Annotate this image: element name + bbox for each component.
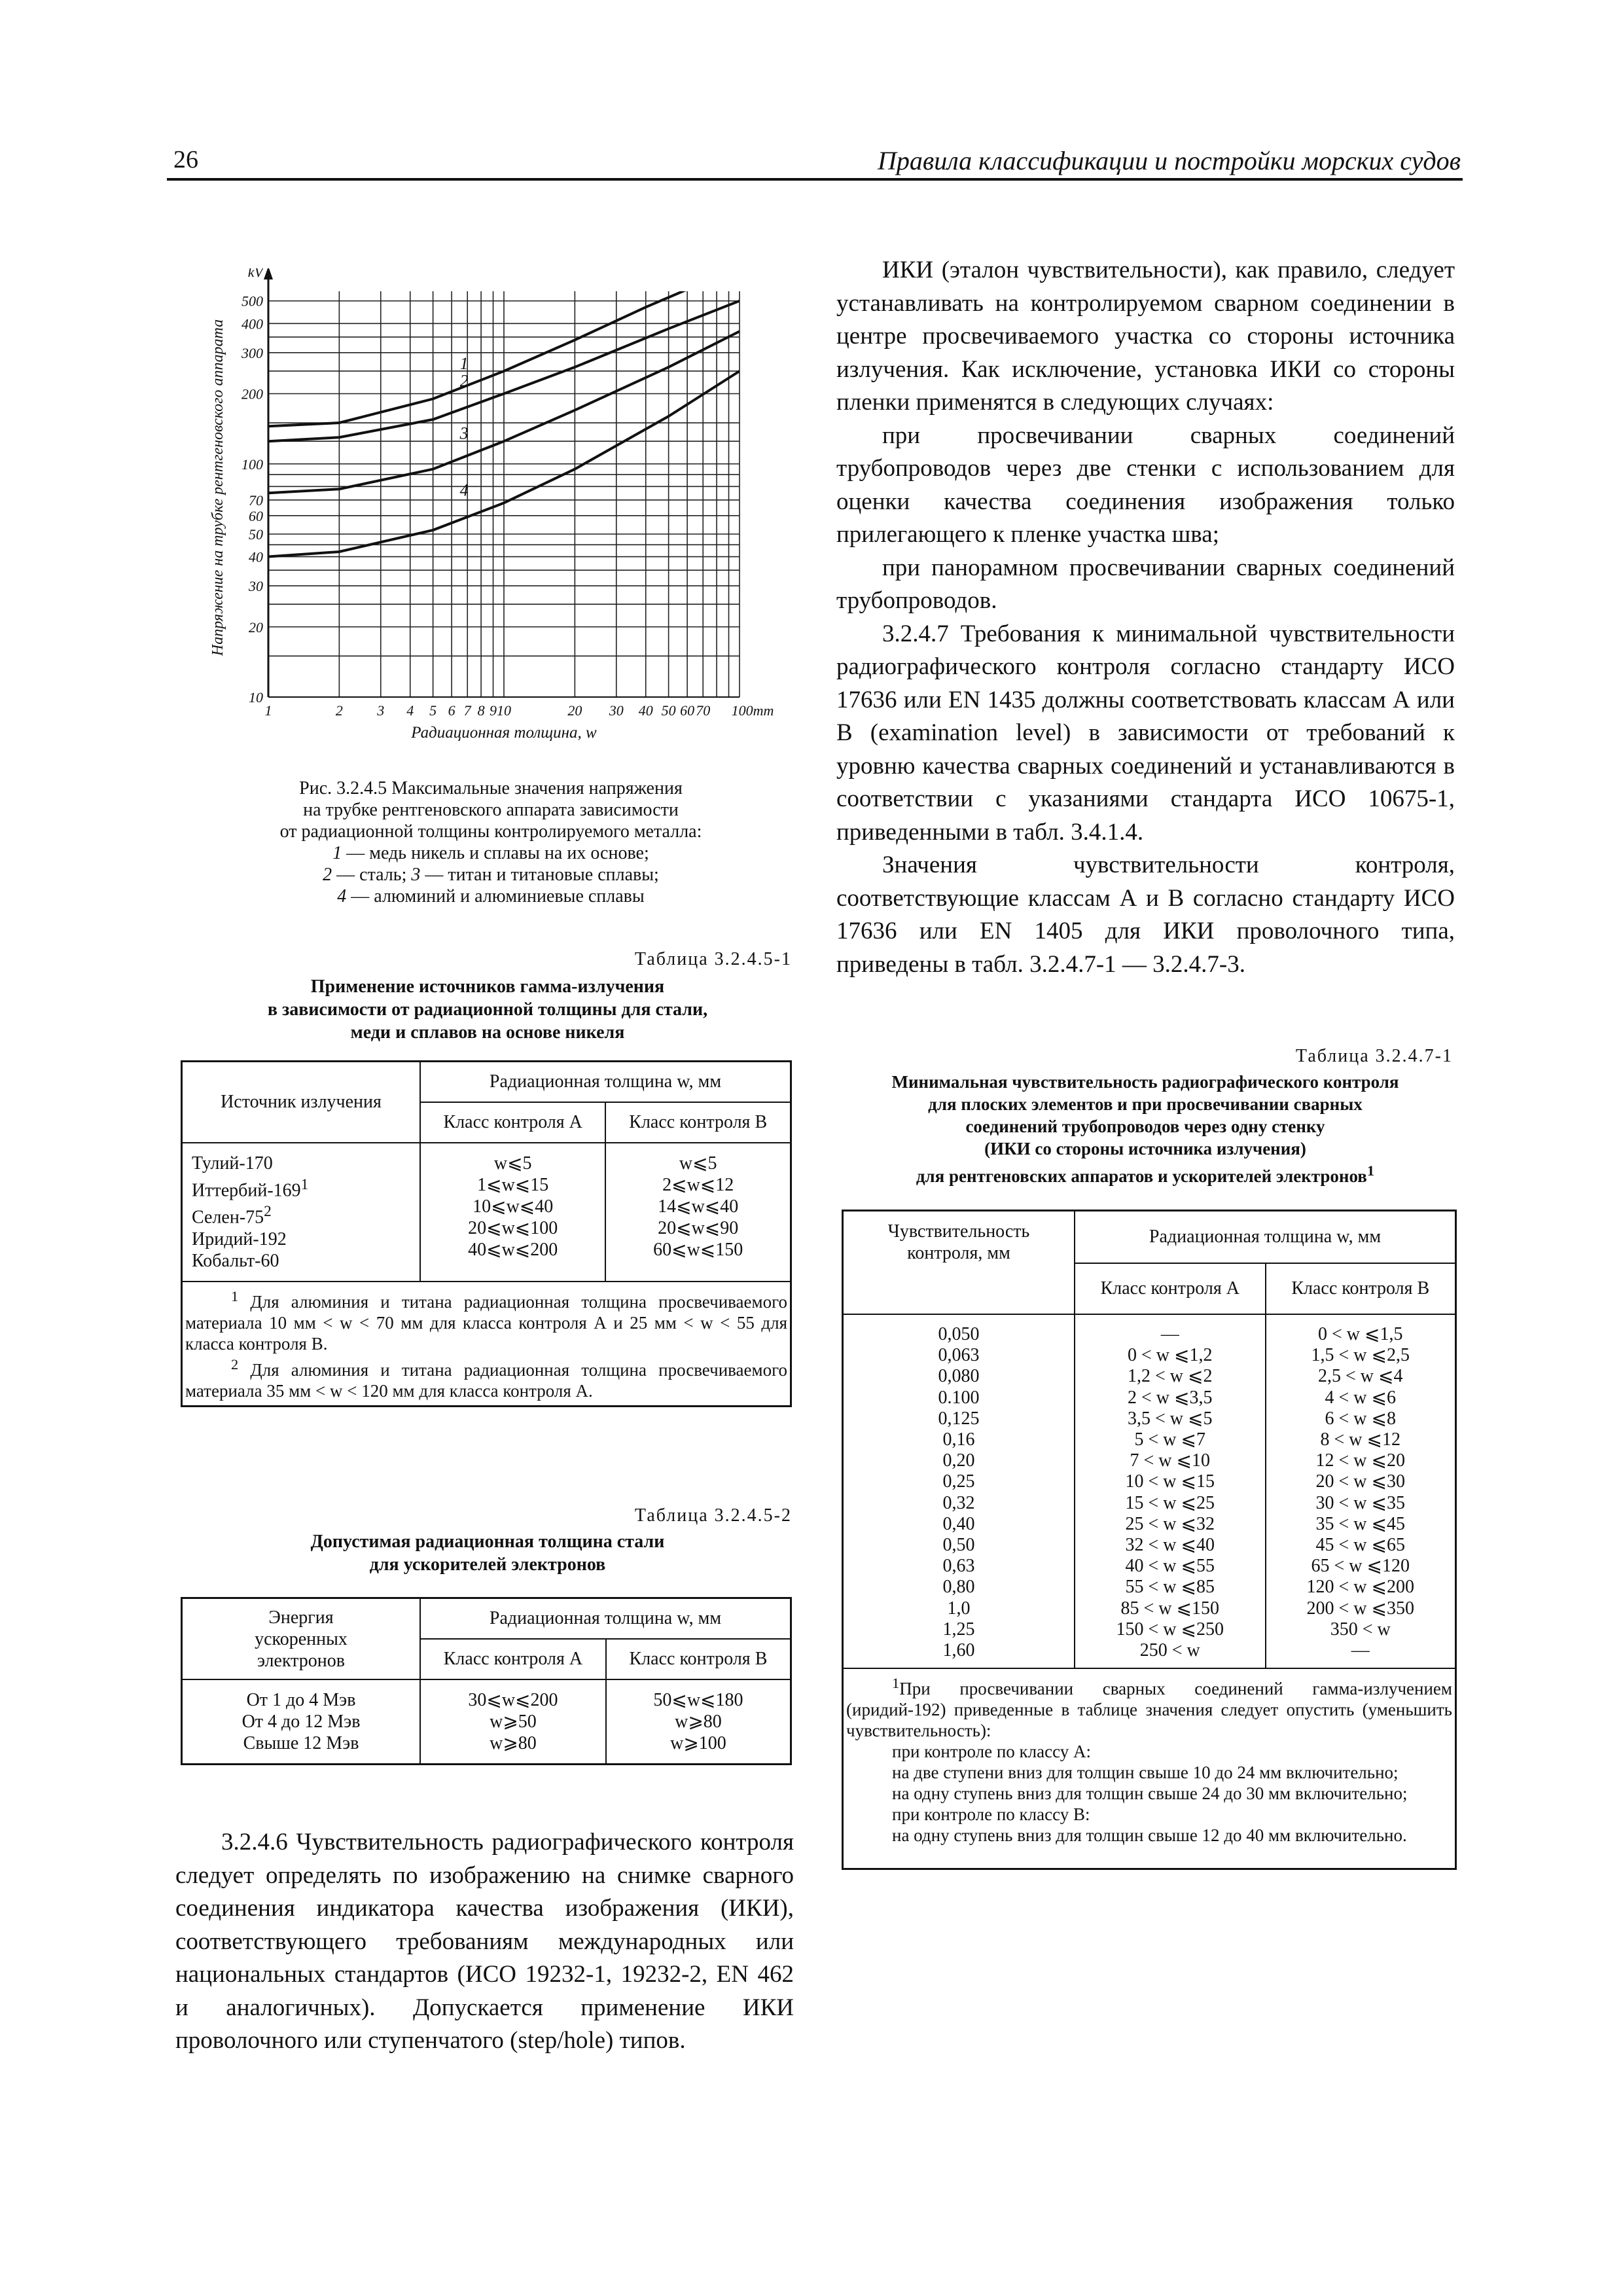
- x-tick-label: 9: [490, 702, 497, 719]
- curve-label-2: 2: [459, 371, 469, 391]
- table3-value: 15 < w ⩽25: [1125, 1492, 1215, 1513]
- y-tick-label: 10: [249, 689, 263, 706]
- table3-value: 0,063: [938, 1345, 980, 1366]
- x-tick-label: 8: [477, 702, 485, 719]
- y-tick-label: 20: [249, 619, 263, 636]
- y-tick-label: 100: [241, 456, 263, 473]
- y-tick-label: 60: [249, 507, 263, 524]
- table3-value: 8 < w ⩽12: [1320, 1429, 1400, 1450]
- class-b-cell: w⩽5 2⩽w⩽12 14⩽w⩽40 20⩽w⩽90 60⩽w⩽150: [605, 1143, 791, 1282]
- table3-value: 0,40: [942, 1513, 975, 1534]
- table1: [181, 1060, 792, 1407]
- curve-label-4: 4: [459, 480, 469, 500]
- table3-value: 150 < w ⩽250: [1116, 1619, 1224, 1640]
- table1-label: Таблица 3.2.4.5-1: [634, 949, 792, 969]
- col-class-b: Класс контроля B: [605, 1102, 791, 1143]
- table3-value: 12 < w ⩽20: [1315, 1450, 1405, 1471]
- col-energy: Энергия ускоренных электронов: [182, 1598, 421, 1680]
- x-tick-label: 1: [264, 702, 272, 719]
- caption-legend-2: 2 — сталь; 3 — титан и титановые сплавы;: [323, 865, 659, 885]
- table3-value: 0 < w ⩽1,5: [1318, 1324, 1403, 1344]
- y-tick-label: kV: [247, 268, 263, 280]
- x-tick-label: 70: [696, 702, 711, 719]
- col-class-b: Класс контроля B: [606, 1639, 791, 1679]
- col-class-a: Класс контроля A: [420, 1639, 606, 1679]
- col-class-a: Класс контроля A: [1075, 1263, 1266, 1314]
- table3-value: 85 < w ⩽150: [1120, 1598, 1219, 1619]
- energy-cell: От 1 до 4 Мэв От 4 до 12 Мэв Свыше 12 Мэв: [182, 1679, 421, 1765]
- x-tick-label: 50: [661, 702, 676, 719]
- paragraph: ИКИ (эталон чувствительности), как правило, следует устанавливать на контролируемом сварном соединении в центре просвечиваемого участка со стороны источника излучения. Как исключение, установка ИКИ со стороны пленки применятся в следующих случаях:: [836, 257, 1455, 416]
- caption-line: на трубке рентгеновского аппарата зависимости: [303, 800, 679, 820]
- table3-value: 7 < w ⩽10: [1130, 1450, 1210, 1471]
- table3-value: 0,050: [938, 1324, 980, 1344]
- table3-value: 0,25: [942, 1471, 975, 1492]
- table3-value: 1,60: [942, 1640, 975, 1661]
- table3: [842, 1210, 1457, 1870]
- col-source: Источник излучения: [182, 1062, 421, 1143]
- running-title: Правила классификации и постройки морских судов: [877, 146, 1461, 175]
- paragraph: Значения чувствительности контроля, соответствующие классам А и В согласно стандарту ИСО 17636 или EN 1405 для ИКИ проволочного типа, приведены в табл. 3.2.4.7-1 — 3.2.4.7-3.: [836, 852, 1455, 978]
- table3-value: 0,16: [942, 1429, 975, 1450]
- class-a-cell: 30⩽w⩽200 w⩾50 w⩾80: [420, 1679, 606, 1765]
- class-b-cell: 50⩽w⩽180 w⩾80 w⩾100: [606, 1679, 791, 1765]
- y-tick-label: 500: [241, 293, 263, 310]
- table3-value: 4 < w ⩽6: [1325, 1387, 1396, 1408]
- voltage-thickness-chart: [196, 268, 812, 746]
- table3-value: 0,080: [938, 1366, 980, 1387]
- table3-value: 35 < w ⩽45: [1315, 1513, 1405, 1534]
- paragraph-3-2-4-6: 3.2.4.6 Чувствительность радиографического контроля следует определять по изображению на снимке сварного соединения индикатора качества изображения (ИКИ), соответствующего требованиям международных или национальных стандартов (ИСО 19232-1, 19232-2, EN 462 и аналогичных). Допускается применение ИКИ проволочного или ступенчатого (step/hole) типов.: [175, 1829, 794, 2054]
- table1-title: Применение источников гамма-излучения в зависимости от радиационной толщины для стали, меди и сплавов на основе никеля: [267, 977, 708, 1043]
- table3-value: 0,20: [942, 1450, 975, 1471]
- table3-value: 20 < w ⩽30: [1315, 1471, 1405, 1492]
- x-tick-label: 40: [638, 702, 653, 719]
- curve-label-3: 3: [459, 423, 469, 443]
- class-b-cell: [1266, 1314, 1456, 1668]
- figure-caption: [183, 778, 798, 907]
- table3-value: 0,32: [942, 1492, 975, 1513]
- sensitivity-cell: [843, 1314, 1075, 1668]
- col-thickness: Радиационная толщина w, мм: [420, 1062, 791, 1103]
- y-tick-label: 30: [249, 578, 263, 595]
- table3-value: 0.100: [938, 1387, 980, 1408]
- right-column-text: [836, 254, 1455, 981]
- page-number: 26: [173, 146, 198, 173]
- curve-label-1: 1: [459, 353, 469, 373]
- y-axis-arrow: [264, 268, 273, 279]
- y-axis-label: Напряжение на трубке рентгеновского аппарата: [209, 319, 226, 656]
- paragraph-3-2-4-7: 3.2.4.7 Требования к минимальной чувствительности радиографического контроля согласно стандарту ИСО 17636 или EN 1435 должны соответствовать классам А или В (examination level) в зависимости от требований к уровню качества сварных соединений и устанавливаются в соответствии с указаниями стандарта ИСО 10675-1, приведенными в табл. 3.4.1.4.: [836, 620, 1455, 846]
- x-tick-label: 5: [429, 702, 437, 719]
- caption-legend-3: 4 — алюминий и алюминиевые сплавы: [337, 886, 645, 906]
- class-a-cell: w⩽5 1⩽w⩽15 10⩽w⩽40 20⩽w⩽100 40⩽w⩽200: [420, 1143, 605, 1282]
- col-sensitivity: Чувствительность контроля, мм: [843, 1211, 1075, 1315]
- table3-value: 0,125: [938, 1408, 980, 1429]
- table3-title: Минимальная чувствительность радиографического контроля для плоских элементов и при просвечивании сварных соединений трубопроводов через одну стенку (ИКИ со стороны источника излучения) для рентгеновских аппаратов и ускорителей электронов$^1$: [891, 1072, 1399, 1186]
- x-tick-label: 6: [448, 702, 455, 719]
- y-tick-label: 400: [241, 315, 263, 332]
- x-tick-label: 30: [609, 702, 624, 719]
- table3-value: 1,0: [947, 1598, 971, 1619]
- x-tick-label: 7: [463, 702, 471, 719]
- table3-note: $^1$При просвечивании сварных соединений гамма-излучением (иридий-192) приведенные в таблице значения следует опустить (уменьшить чувствительность): при контроле по классу А: на две ступени вниз для толщин свыше 10 до 24 мм включительно; на одну ступень вниз для толщин свыше 24 до 30 мм включительно; при контроле по классу В: на одну ступень вниз для толщин свыше 12 до 40 мм включительно.: [843, 1668, 1456, 1869]
- col-class-a: Класс контроля A: [420, 1102, 605, 1143]
- table3-value: 1,2 < w ⩽2: [1128, 1366, 1213, 1387]
- table3-value: 10 < w ⩽15: [1125, 1471, 1215, 1492]
- table3-value: —: [1160, 1324, 1179, 1344]
- source-cell: Тулий-170 Иттербий-$169^1$ Селен-$75^2$ Иридий-192 Кобальт-60: [182, 1143, 421, 1282]
- table2: [181, 1597, 792, 1765]
- table2-label: Таблица 3.2.4.5-2: [634, 1505, 792, 1526]
- table3-value: 32 < w ⩽40: [1125, 1535, 1215, 1556]
- caption-line: Рис. 3.2.4.5 Максимальные значения напряжения: [299, 778, 683, 798]
- x-tick-label: 10: [497, 702, 511, 719]
- table3-value: 350 < w: [1330, 1619, 1391, 1640]
- caption-legend-1: 1 — медь никель и сплавы на их основе;: [332, 843, 649, 863]
- y-tick-label: 300: [241, 344, 263, 361]
- x-tick-label: 100mm: [731, 702, 774, 719]
- col-class-b: Класс контроля B: [1266, 1263, 1456, 1314]
- table3-value: 55 < w ⩽85: [1125, 1577, 1215, 1598]
- y-tick-label: 50: [249, 526, 263, 543]
- table3-value: 120 < w ⩽200: [1306, 1577, 1414, 1598]
- paragraph: при просвечивании сварных соединений трубопроводов через две стенки с использованием для оценки качества соединения изображения только прилегающего к пленке участка шва;: [836, 422, 1455, 548]
- table3-value: 1,25: [942, 1619, 975, 1640]
- table3-label: Таблица 3.2.4.7-1: [1295, 1046, 1453, 1066]
- table3-value: 65 < w ⩽120: [1311, 1556, 1410, 1577]
- x-tick-label: 60: [680, 702, 695, 719]
- x-axis-label: Радиационная толщина, w: [411, 724, 597, 742]
- table3-value: 0,63: [942, 1556, 975, 1577]
- caption-line: от радиационной толщины контролируемого металла:: [279, 821, 702, 842]
- table3-value: 0,50: [942, 1535, 975, 1556]
- x-tick-label: 4: [406, 702, 414, 719]
- table3-value: 0 < w ⩽1,2: [1128, 1345, 1213, 1366]
- table1-footnotes: $^1$ Для алюминия и титана радиационная толщина просвечиваемого материала 10 мм < w < 70 мм для класса контроля А и 25 мм < w < 55 для класса контроля В. $^2$ Для алюминия и титана радиационная толщина просвечиваемого материала 35 мм < w < 120 мм для класса контроля А.: [182, 1282, 791, 1407]
- table3-value: 5 < w ⩽7: [1134, 1429, 1205, 1450]
- paragraph: при панорамном просвечивании сварных соединений трубопроводов.: [836, 554, 1455, 614]
- x-tick-label: 20: [567, 702, 582, 719]
- table3-value: 200 < w ⩽350: [1306, 1598, 1414, 1619]
- table3-value: 3,5 < w ⩽5: [1128, 1408, 1213, 1429]
- table3-value: 45 < w ⩽65: [1315, 1535, 1405, 1556]
- header-rule: [167, 178, 1463, 181]
- table3-value: 25 < w ⩽32: [1125, 1513, 1215, 1534]
- table3-value: 2 < w ⩽3,5: [1128, 1387, 1213, 1408]
- table3-value: 250 < w: [1139, 1640, 1200, 1661]
- table3-value: 40 < w ⩽55: [1125, 1556, 1215, 1577]
- x-tick-label: 2: [335, 702, 343, 719]
- curve-1: [268, 289, 687, 426]
- y-tick-label: 40: [249, 548, 263, 565]
- table3-value: —: [1351, 1640, 1370, 1661]
- y-tick-label: 200: [241, 386, 263, 403]
- table3-value: 30 < w ⩽35: [1315, 1492, 1405, 1513]
- table2-title: Допустимая радиационная толщина стали для ускорителей электронов: [310, 1532, 665, 1575]
- table3-value: 1,5 < w ⩽2,5: [1311, 1345, 1410, 1366]
- col-thickness: Радиационная толщина w, мм: [420, 1598, 791, 1640]
- table3-value: 2,5 < w ⩽4: [1318, 1366, 1403, 1387]
- col-thickness: Радиационная толщина w, мм: [1075, 1211, 1456, 1264]
- table3-value: 6 < w ⩽8: [1325, 1408, 1396, 1429]
- y-tick-label: 70: [249, 492, 263, 509]
- table3-value: 0,80: [942, 1577, 975, 1598]
- class-a-cell: [1075, 1314, 1266, 1668]
- x-tick-label: 3: [377, 702, 385, 719]
